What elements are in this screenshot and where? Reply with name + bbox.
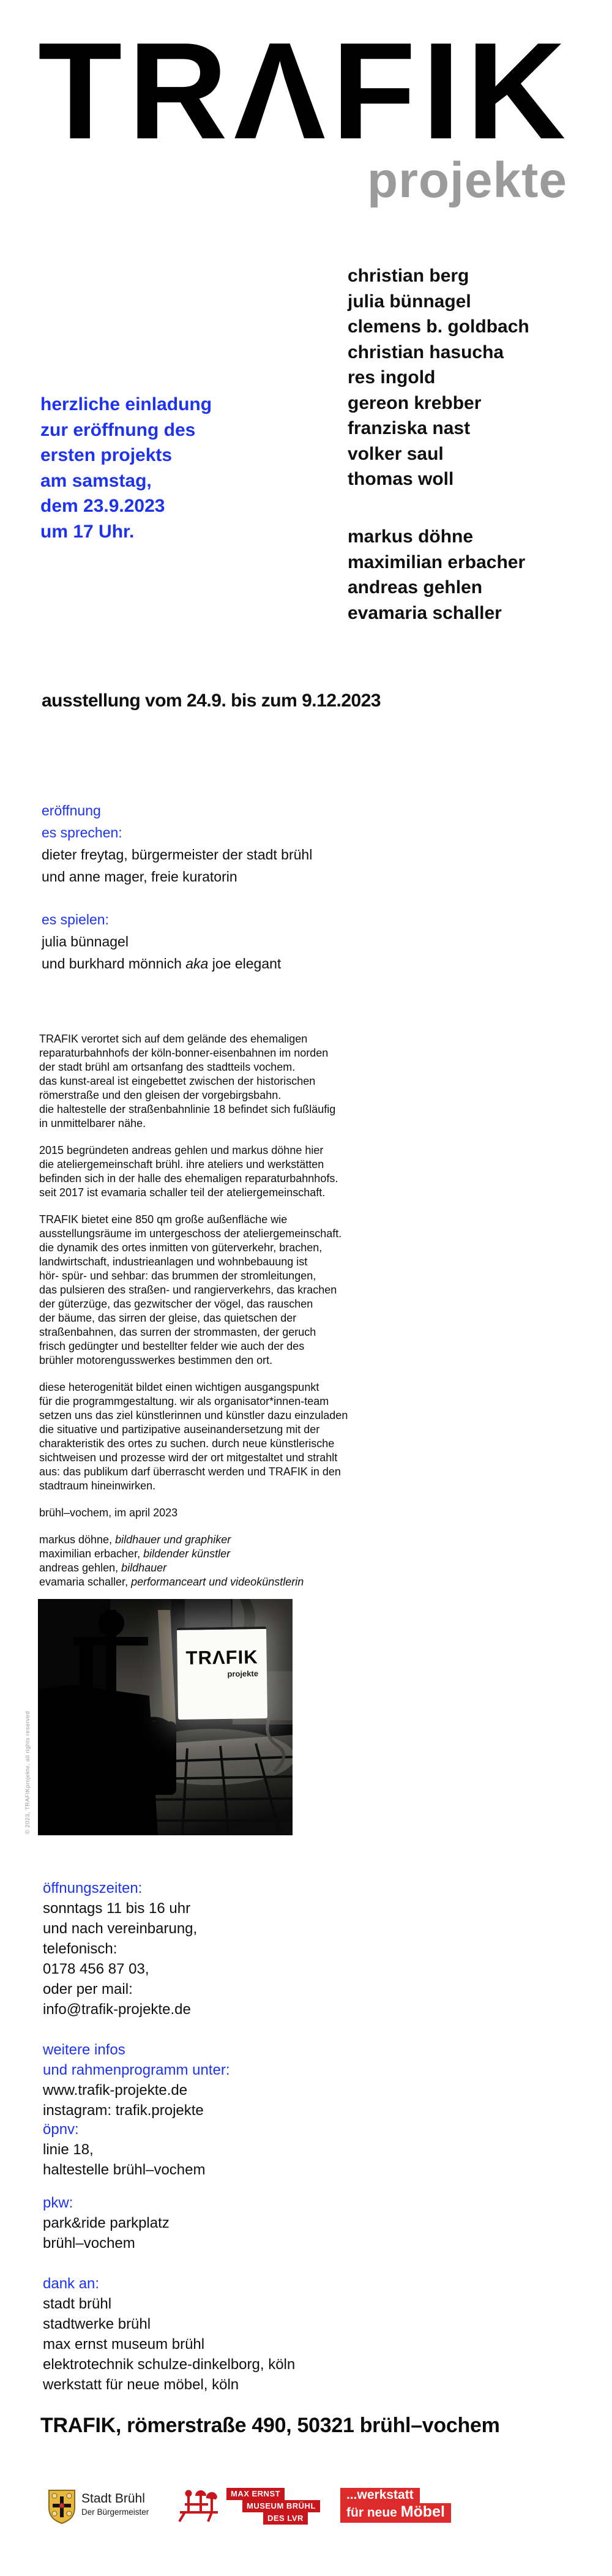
section-heading-line: dank an: [43, 2275, 100, 2292]
lightbox-subtitle: projekte [227, 1669, 259, 1679]
section-heading [43, 1878, 197, 1898]
about-line: das pulsieren des straßen- und rangierverkehrs, das krachen [39, 1284, 337, 1296]
section-heading-line: weitere infos [43, 2042, 125, 2058]
about-line: reparaturbahnhofs der köln-bonner-eisenbahnen im norden [39, 1047, 329, 1059]
max-ernst-museum-logo [175, 2488, 320, 2525]
about-line: landwirtschaft, industrieanlagen und wohnbebauung ist [39, 1256, 308, 1268]
about-line: diese heterogenität bildet einen wichtigen ausgangspunkt [39, 1381, 319, 1393]
dateline-text: brühl–vochem, im april 2023 [39, 1507, 178, 1519]
stadt-bruehl-role: Der Bürgermeister [81, 2507, 149, 2517]
info-line: max ernst museum brühl [43, 2336, 205, 2353]
credit-role: bildender künstler [143, 1548, 231, 1560]
werkstatt-line-2-emphasis: Möbel [400, 2503, 445, 2520]
about-line: TRAFIK bietet eine 850 qm große außenfläche wie [39, 1213, 288, 1226]
performer-line: julia bünnagel [42, 934, 129, 949]
performer-text: und burkhard mönnich [42, 956, 186, 972]
section-heading [43, 2119, 206, 2140]
about-line: befinden sich in der halle des ehemaligen reparaturbahnhofs. [39, 1172, 338, 1185]
invitation-line: zur eröffnung des [40, 419, 196, 440]
about-line: der bäume, das sirren der gleise, das quietschen der [39, 1312, 297, 1324]
about-line: sichtweisen und prozesse wird der ort mitgestaltet und strahlt [39, 1451, 338, 1464]
info-line: park&ride parkplatz [43, 2215, 170, 2231]
credit-role: performanceart und videokünstlerin [131, 1576, 304, 1588]
lightbox-wordmark: TRΛFIK [185, 1646, 258, 1669]
credit-line [39, 1533, 348, 1547]
artist-name: volker saul [348, 443, 444, 464]
section-heading [43, 2193, 170, 2213]
max-ernst-block: MUSEUM BRÜHL [242, 2500, 320, 2512]
credits-block [39, 1533, 348, 1589]
photo-copyright: © 2023, TRAFIKprojekte, all rights reserved [24, 1711, 31, 1834]
about-line: die situative und partizipative auseinandersetzung mit der [39, 1423, 320, 1436]
artist-name: gereon krebber [348, 392, 482, 413]
section-more-info [43, 2040, 230, 2121]
info-line: haltestelle brühl–vochem [43, 2162, 206, 2178]
artist-name: markus döhne [348, 526, 474, 547]
venue-address: TRAFIK, römerstraße 490, 50321 brühl–vochem [40, 2414, 500, 2437]
info-line: info@trafik-projekte.de [43, 2001, 191, 2018]
section-heading [43, 2040, 230, 2080]
atelier-photo [38, 1599, 293, 1835]
about-text [39, 1032, 348, 1602]
werkstatt-line-2 [340, 2503, 451, 2523]
stadt-bruehl-logo [48, 2489, 149, 2525]
section-heading [43, 2274, 295, 2294]
about-line: setzen uns das ziel künstlerinnen und künstler dazu einzuladen [39, 1409, 348, 1421]
performer-alias: joe elegant [208, 956, 282, 972]
about-line: der stadt brühl am ortsanfang des stadtteils vochem. [39, 1061, 296, 1073]
artist-name: andreas gehlen [348, 577, 483, 597]
info-line: oder per mail: [43, 1981, 133, 1998]
about-paragraph [39, 1032, 348, 1131]
about-line: TRAFIK verortet sich auf dem gelände des ehemaligen [39, 1033, 308, 1045]
max-ernst-text-blocks [226, 2488, 320, 2525]
trafik-subtitle: projekte [367, 152, 567, 208]
info-line: brühl–vochem [43, 2235, 135, 2252]
speakers-heading: es sprechen: [42, 825, 122, 841]
opening-details [42, 799, 312, 975]
credit-name: evamaria schaller, [39, 1576, 132, 1588]
max-ernst-block: MAX ERNST [226, 2488, 285, 2500]
info-line: instagram: trafik.projekte [43, 2102, 204, 2119]
about-line: frisch gedüngter und bestellter felder wie auch der des [39, 1340, 305, 1352]
stadt-bruehl-text [81, 2489, 149, 2517]
info-line: werkstatt für neue möbel, köln [43, 2376, 239, 2393]
about-line: straßenbahnen, das surren der strommasten, der geruch [39, 1326, 316, 1338]
invitation-line: am samstag, [40, 470, 152, 491]
about-line: charakteristik des ortes zu suchen. durch neue künstlerische [39, 1437, 335, 1450]
section-heading-line: öffnungszeiten: [43, 1880, 143, 1896]
max-ernst-block: DES LVR [263, 2512, 308, 2525]
about-line: die ateliergemeinschaft brühl. ihre ateliers und werkstätten [39, 1158, 324, 1170]
artist-name: thomas woll [348, 469, 454, 489]
about-line: stadtraum hineinwirken. [39, 1480, 156, 1492]
info-line: stadt brühl [43, 2296, 112, 2312]
about-line: das kunst-areal ist eingebettet zwischen der historischen [39, 1075, 316, 1087]
invitation-text [40, 392, 212, 544]
info-line: stadtwerke brühl [43, 2316, 151, 2332]
section-thanks [43, 2274, 295, 2395]
info-line: linie 18, [43, 2141, 94, 2158]
artist-name: christian hasucha [348, 342, 504, 362]
section-public-transit [43, 2119, 206, 2180]
werkstatt-line-1: ...werkstatt [340, 2488, 420, 2504]
artist-name: evamaria schaller [348, 602, 502, 623]
about-line: für die programmgestaltung. wir als organisator*innen-team [39, 1395, 329, 1407]
exhibition-period: ausstellung vom 24.9. bis zum 9.12.2023 [42, 691, 381, 711]
werkstatt-line-2-text: für neue [346, 2506, 401, 2520]
dateline [39, 1506, 348, 1520]
invitation-line: um 17 Uhr. [40, 521, 135, 542]
artist-name: franziska nast [348, 418, 471, 438]
credit-name: maximilian erbacher, [39, 1548, 144, 1560]
artist-list-primary [348, 263, 529, 492]
artist-name: clemens b. goldbach [348, 316, 529, 337]
about-line: römerstraße und den gleisen der vorgebirgsbahn. [39, 1089, 282, 1101]
info-line: sonntags 11 bis 16 uhr [43, 1900, 191, 1917]
artist-name: christian berg [348, 266, 469, 286]
section-opening-hours [43, 1878, 197, 2020]
section-heading-line: und rahmenprogramm unter: [43, 2062, 230, 2078]
stadt-bruehl-crest-icon [48, 2489, 76, 2525]
about-line: die haltestelle der straßenbahnlinie 18 befindet sich fußläufig [39, 1103, 336, 1115]
artist-name: julia bünnagel [348, 291, 471, 312]
invitation-line: herzliche einladung [40, 394, 212, 414]
info-line: telefonisch: [43, 1941, 118, 1957]
section-parking [43, 2193, 170, 2253]
max-ernst-figure-icon [175, 2488, 223, 2523]
about-paragraph [39, 1213, 348, 1368]
info-line: www.trafik-projekte.de [43, 2082, 188, 2099]
stadt-bruehl-name: Stadt Brühl [81, 2492, 145, 2506]
invitation-line: ersten projekts [40, 445, 173, 465]
about-paragraph [39, 1380, 348, 1493]
section-heading-line: öpnv: [43, 2121, 79, 2138]
section-body [43, 2080, 230, 2121]
speaker-line: dieter freytag, bürgermeister der stadt brühl [42, 847, 313, 863]
performer-line [42, 953, 312, 975]
section-body [43, 2294, 295, 2395]
about-line: brühler motorengusswerkes bestimmen den ort. [39, 1354, 273, 1366]
werkstatt-logo [340, 2488, 451, 2523]
trafik-wordmark: TRΛFIK [38, 13, 572, 168]
trafik-lightbox [177, 1627, 267, 1720]
credit-line [39, 1547, 348, 1561]
section-heading-line: pkw: [43, 2195, 73, 2211]
credit-line [39, 1561, 348, 1575]
about-line: 2015 begründeten andreas gehlen und markus döhne hier [39, 1144, 324, 1156]
credit-line [39, 1575, 348, 1589]
about-paragraph [39, 1144, 348, 1200]
about-line: der güterzüge, das gezwitscher der vögel, das rauschen [39, 1298, 313, 1310]
section-body [43, 2140, 206, 2180]
about-line: ausstellungsräume im untergeschoss der ateliergemeinschaft. [39, 1227, 342, 1240]
invitation-line: dem 23.9.2023 [40, 496, 165, 516]
speaker-line: und anne mager, freie kuratorin [42, 869, 237, 885]
info-line: 0178 456 87 03, [43, 1961, 149, 1977]
about-line: seit 2017 ist evamaria schaller teil der ateliergemeinschaft. [39, 1186, 326, 1199]
artist-name: res ingold [348, 367, 436, 388]
performer-alias-marker: aka [185, 956, 209, 972]
section-body [43, 1898, 197, 2020]
about-line: hör- spür- und sehbar: das brummen der stromleitungen, [39, 1270, 316, 1282]
opening-heading: eröffnung [42, 803, 101, 818]
about-line: aus: das publikum darf überrascht werden und TRAFIK in den [39, 1466, 341, 1478]
artist-name: maximilian erbacher [348, 552, 526, 572]
about-line: die dynamik des ortes inmitten von güterverkehr, brachen, [39, 1241, 323, 1254]
section-body [43, 2213, 170, 2253]
info-line: elektrotechnik schulze-dinkelborg, köln [43, 2356, 296, 2373]
credit-name: andreas gehlen, [39, 1562, 122, 1574]
performers-heading: es spielen: [42, 912, 109, 927]
artist-list-organizers [348, 524, 525, 626]
credit-name: markus döhne, [39, 1533, 116, 1546]
credit-role: bildhauer und graphiker [115, 1533, 231, 1546]
about-line: in unmittelbarer nähe. [39, 1117, 146, 1129]
credit-role: bildhauer [121, 1562, 167, 1574]
info-line: und nach vereinbarung, [43, 1920, 198, 1937]
